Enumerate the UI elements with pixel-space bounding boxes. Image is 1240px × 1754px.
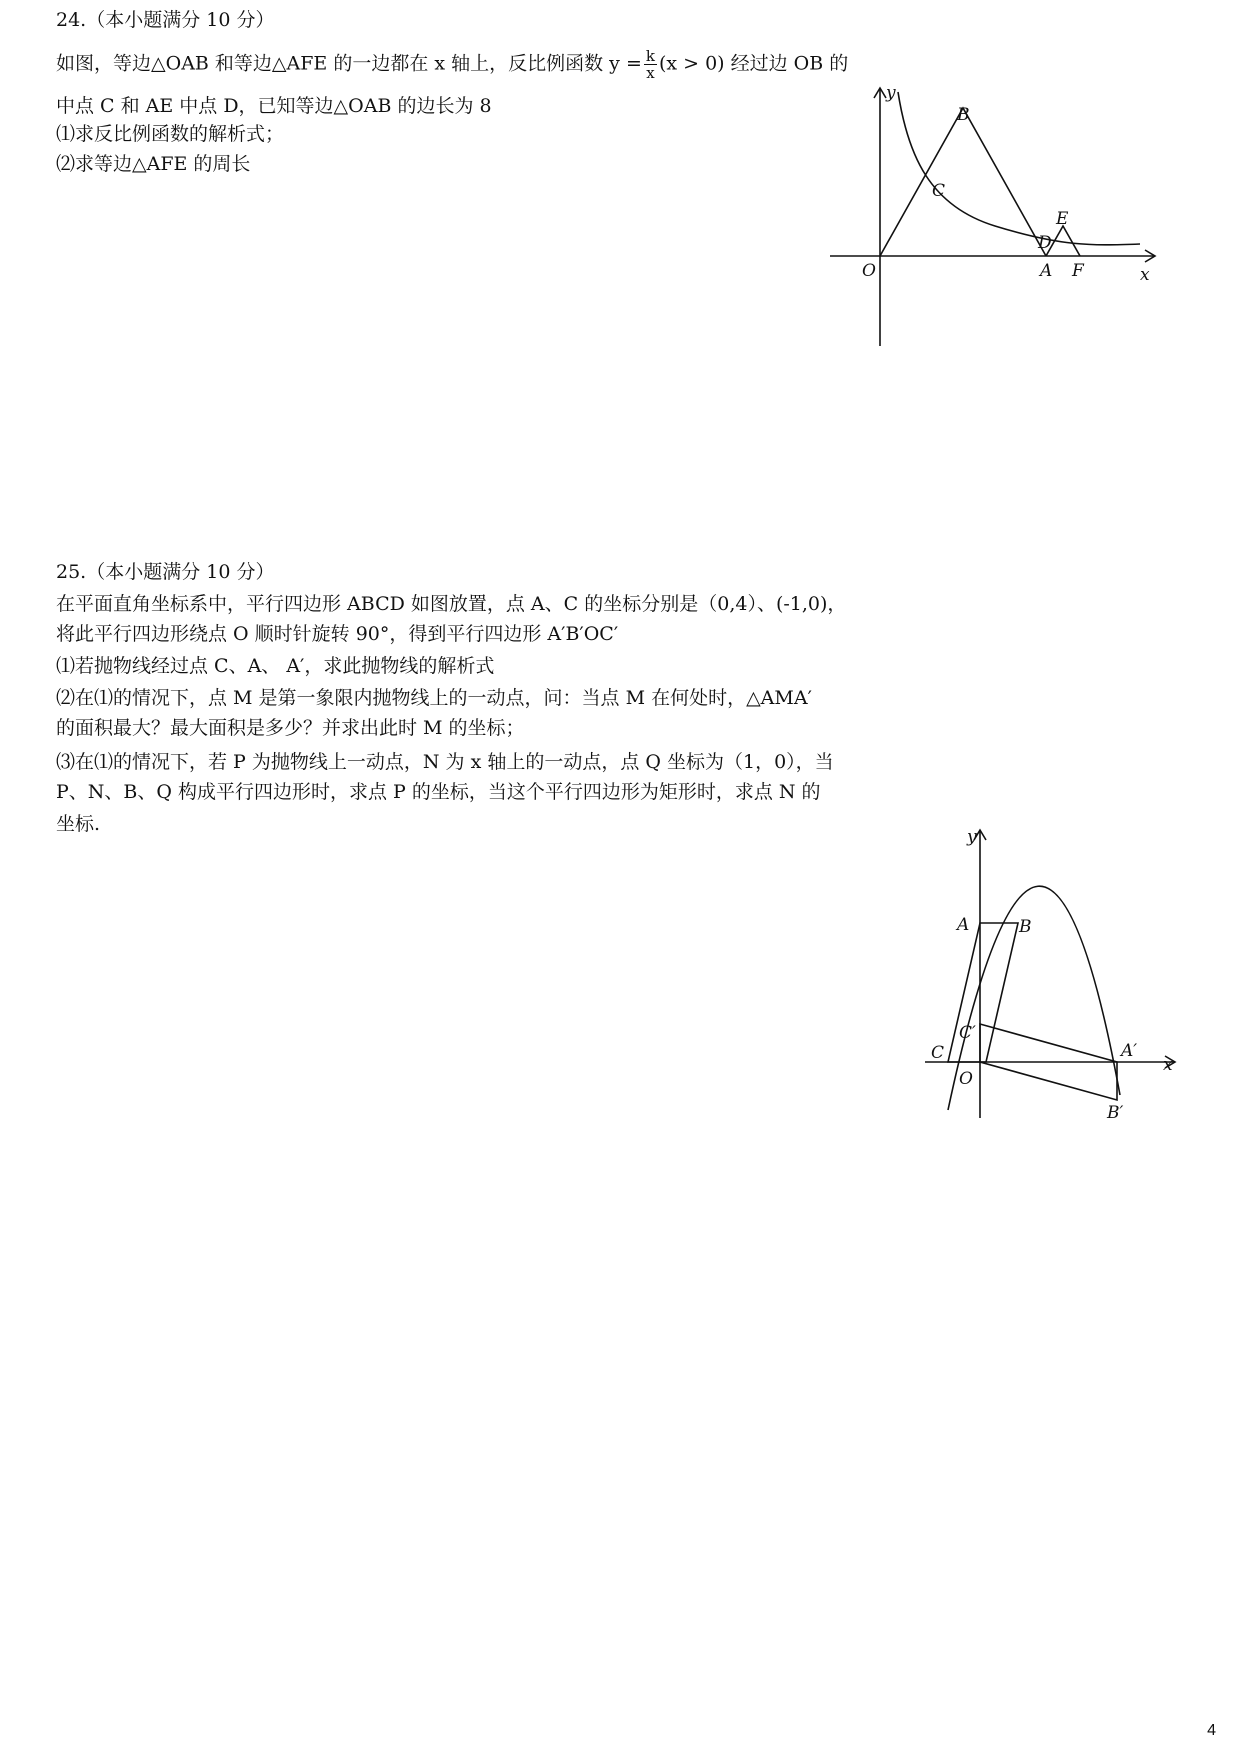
label-b: B [957,105,970,125]
q24-part2: ⑵求等边△AFE 的周长 [56,153,251,175]
label-d: D [1038,233,1052,253]
q25-header: 25.（本小题满分 10 分） [56,561,275,583]
label-f: F [1072,261,1084,281]
page-number: 4 [1207,1722,1216,1739]
label-a: A [1040,261,1053,281]
label-a: A [957,915,970,935]
q25-part1: ⑴若抛物线经过点 C、A、 A′，求此抛物线的解析式 [56,655,495,677]
q25-statement-line2: 将此平行四边形绕点 O 顺时针旋转 90°，得到平行四边形 A′B′OC′ [56,623,619,645]
q25-figure [915,820,1185,1120]
q24-statement-line2: 中点 C 和 AE 中点 D，已知等边△OAB 的边长为 8 [56,95,492,117]
fraction-k-over-x [644,48,657,81]
label-e: E [1056,209,1069,229]
fraction-numerator: k [645,47,655,65]
label-x: x [1163,1055,1173,1075]
label-y: y [967,827,977,847]
q24-line1-a: 如图，等边△OAB 和等边△AFE 的一边都在 x 轴上，反比例函数 y = [56,52,642,75]
q24-header: 24.（本小题满分 10 分） [56,9,275,31]
label-c-prime: C′ [959,1023,976,1043]
label-x: x [1140,265,1150,285]
label-b-prime: B′ [1107,1103,1124,1120]
q25-statement-line1: 在平面直角坐标系中，平行四边形 ABCD 如图放置，点 A、C 的坐标分别是（0,4）、(-1,0)， [56,593,847,615]
q24-figure [820,86,1170,346]
fraction-denominator: x [646,64,655,82]
q25-part3-line2: P、N、B、Q 构成平行四边形时，求点 P 的坐标，当这个平行四边形为矩形时，求点 N 的 [56,781,821,803]
q25-part2-line2: 的面积最大？最大面积是多少？并求出此时 M 的坐标； [56,717,525,739]
q25-part2-line1: ⑵在⑴的情况下，点 M 是第一象限内抛物线上的一动点，问：当点 M 在何处时，△AMA′ [56,687,812,709]
label-c: C [931,1043,945,1063]
label-o: O [959,1069,973,1089]
q24-part1: ⑴求反比例函数的解析式； [56,123,285,145]
q24-line1-b: (x > 0) 经过边 OB 的 [658,52,849,75]
q25-part3-line1: ⑶在⑴的情况下，若 P 为抛物线上一动点，N 为 x 轴上的一动点，点 Q 坐标为（1，0），当 [56,751,834,773]
q25-part3-line3: 坐标. [56,813,101,835]
label-y: y [886,86,896,103]
label-a-prime: A′ [1121,1041,1138,1061]
label-c: C [932,181,946,201]
hyperbola-curve [898,92,1140,245]
label-o: O [862,261,876,281]
label-b: B [1019,917,1032,937]
q24-statement-line1 [56,48,848,81]
